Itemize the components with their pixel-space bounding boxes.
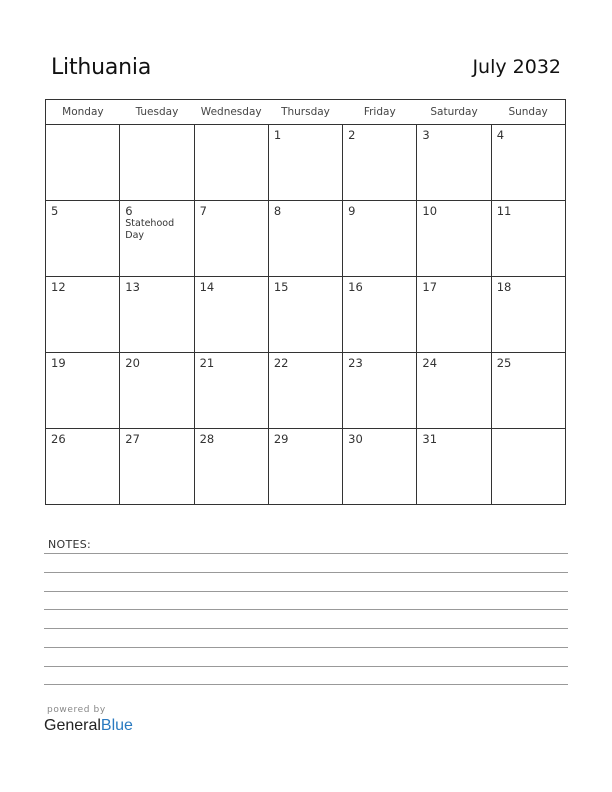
day-number: 1 bbox=[273, 128, 282, 142]
week-row bbox=[46, 125, 566, 201]
day-number: 26 bbox=[51, 432, 66, 446]
day-cell bbox=[491, 353, 565, 429]
day-number: 9 bbox=[348, 204, 356, 218]
day-cell bbox=[343, 277, 417, 353]
day-number: 22 bbox=[273, 356, 289, 370]
note-line bbox=[44, 647, 568, 648]
day-cell bbox=[343, 125, 417, 201]
day-cell bbox=[268, 201, 342, 277]
day-number: 15 bbox=[273, 280, 289, 294]
note-line bbox=[44, 609, 568, 610]
day-number: 3 bbox=[422, 128, 430, 142]
day-cell bbox=[194, 277, 268, 353]
day-number: 12 bbox=[51, 280, 66, 294]
day-cell bbox=[417, 277, 491, 353]
calendar-grid bbox=[45, 99, 566, 505]
day-cell bbox=[343, 429, 417, 505]
country-title: Lithuania bbox=[51, 55, 152, 80]
day-cell bbox=[194, 125, 268, 201]
day-cell bbox=[120, 429, 194, 505]
weekday-monday: Monday bbox=[46, 100, 120, 125]
note-line bbox=[44, 684, 568, 685]
weekday-wednesday: Wednesday bbox=[194, 100, 268, 125]
week-row bbox=[46, 353, 566, 429]
day-cell bbox=[343, 353, 417, 429]
day-number: 5 bbox=[51, 204, 59, 218]
day-number: 29 bbox=[273, 432, 289, 446]
brand-blue: Blue bbox=[100, 717, 133, 734]
day-number: 7 bbox=[199, 204, 207, 218]
day-cell bbox=[120, 277, 194, 353]
note-line bbox=[44, 628, 568, 629]
weekday-header-row bbox=[46, 100, 566, 125]
weekday-friday: Friday bbox=[343, 100, 417, 125]
day-number: 2 bbox=[348, 128, 356, 142]
day-number: 25 bbox=[496, 356, 512, 370]
day-cell bbox=[46, 429, 120, 505]
day-number: 20 bbox=[125, 356, 140, 370]
day-cell bbox=[268, 125, 342, 201]
day-number: 11 bbox=[496, 204, 512, 218]
week-row bbox=[46, 201, 566, 277]
holiday-label: Statehood Day bbox=[125, 218, 175, 241]
day-number: 30 bbox=[348, 432, 363, 446]
day-cell bbox=[268, 277, 342, 353]
day-cell bbox=[491, 429, 565, 505]
day-cell bbox=[120, 125, 194, 201]
day-cell bbox=[417, 353, 491, 429]
week-row bbox=[46, 429, 566, 505]
day-cell bbox=[343, 201, 417, 277]
day-cell bbox=[194, 201, 268, 277]
day-number: 24 bbox=[422, 356, 438, 370]
day-number: 17 bbox=[422, 280, 438, 294]
note-line bbox=[44, 591, 568, 592]
day-cell bbox=[268, 429, 342, 505]
month-year-title: July 2032 bbox=[472, 56, 561, 78]
powered-by-text: powered by bbox=[47, 705, 106, 715]
day-cell bbox=[194, 429, 268, 505]
day-cell bbox=[120, 353, 194, 429]
day-number: 13 bbox=[125, 280, 140, 294]
note-line bbox=[44, 666, 568, 667]
weekday-saturday: Saturday bbox=[417, 100, 491, 125]
day-number: 10 bbox=[422, 204, 438, 218]
day-number: 14 bbox=[199, 280, 215, 294]
weekday-thursday: Thursday bbox=[268, 100, 342, 125]
day-cell bbox=[417, 201, 491, 277]
weekday-tuesday: Tuesday bbox=[120, 100, 194, 125]
day-number: 21 bbox=[199, 356, 215, 370]
day-number: 4 bbox=[496, 128, 505, 142]
day-cell bbox=[268, 353, 342, 429]
weekday-sunday: Sunday bbox=[491, 100, 565, 125]
day-cell bbox=[491, 277, 565, 353]
note-line bbox=[44, 553, 568, 554]
day-number: 18 bbox=[496, 280, 512, 294]
day-cell bbox=[46, 277, 120, 353]
week-row bbox=[46, 277, 566, 353]
brand-general: General bbox=[44, 717, 101, 734]
day-cell bbox=[194, 353, 268, 429]
day-number: 6 bbox=[125, 204, 133, 218]
day-number: 16 bbox=[348, 280, 363, 294]
day-number: 27 bbox=[125, 432, 140, 446]
day-cell bbox=[120, 201, 194, 277]
day-cell bbox=[46, 353, 120, 429]
day-number: 28 bbox=[199, 432, 215, 446]
day-cell bbox=[417, 125, 491, 201]
day-cell bbox=[46, 201, 120, 277]
generalblue-logo[interactable] bbox=[44, 717, 133, 735]
day-cell bbox=[491, 201, 565, 277]
day-cell bbox=[46, 125, 120, 201]
day-number: 31 bbox=[422, 432, 438, 446]
day-number: 23 bbox=[348, 356, 363, 370]
notes-label: NOTES: bbox=[48, 538, 92, 551]
day-cell bbox=[491, 125, 565, 201]
day-number: 8 bbox=[273, 204, 282, 218]
day-cell bbox=[417, 429, 491, 505]
note-line bbox=[44, 572, 568, 573]
day-number: 19 bbox=[51, 356, 66, 370]
